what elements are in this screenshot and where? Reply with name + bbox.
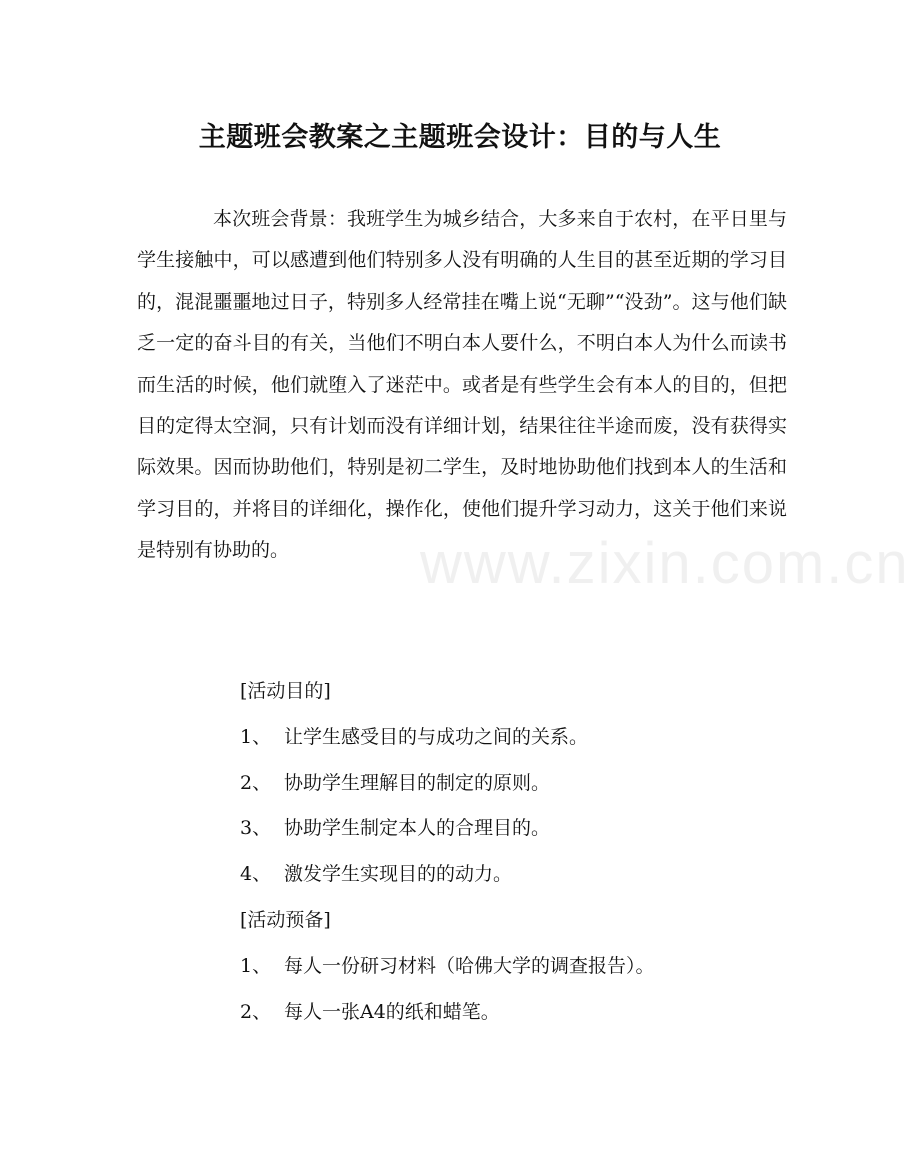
list-item [240,992,800,1038]
section-heading-goals: [活动目的] [240,680,331,702]
document-title: 主题班会教案之主题班会设计：目的与人生 [198,122,722,153]
list-number: 2、 [240,771,272,794]
list-item [240,717,800,763]
list-number: 1、 [240,725,272,748]
background-paragraph: 本次班会背景：我班学生为城乡结合，大多来自于农村，在平日里与学生接触中，可以感遭到他们特别多人没有明确的人生目的甚至近期的学习目的，混混噩噩地过日子，特别多人经常挂在嘴上说“无聊”“没劲”。这与他们缺乏一定的奋斗目的有关，当他们不明白本人要什么，不明白本人为什么而读书而生活的时候，他们就堕入了迷茫中。或者是有些学生会有本人的目的，但把目的定得太空洞，只有计划而没有详细计划，结果往往半途而废，没有获得实际效果。因而协助他们，特别是初二学生，及时地协助他们找到本人的生活和学习目的，并将目的详细化，操作化，使他们提升学习动力，这关于他们来说是特别有协助的。 [137,208,787,562]
list-text: 每人一张A4的纸和蜡笔。 [284,1000,500,1023]
list-item [240,946,800,992]
list-item [240,808,800,854]
list-text: 每人一份研习材料（哈佛大学的调查报告）。 [284,954,655,977]
list-number: 4、 [240,863,272,886]
list-number: 2、 [240,1000,272,1023]
watermark: www.zixin.com.cn [420,531,910,596]
list-text: 让学生感受目的与成功之间的关系。 [284,725,589,748]
list-text: 协助学生制定本人的合理目的。 [284,817,551,840]
list-text: 协助学生理解目的制定的原则。 [284,771,551,794]
list-item [240,854,800,900]
list-item [240,763,800,809]
document-list [240,671,800,1037]
list-number: 3、 [240,817,272,840]
section-heading-preparation: [活动预备] [240,908,331,931]
list-text: 激发学生实现目的的动力。 [284,863,513,886]
list-number: 1、 [240,954,272,977]
